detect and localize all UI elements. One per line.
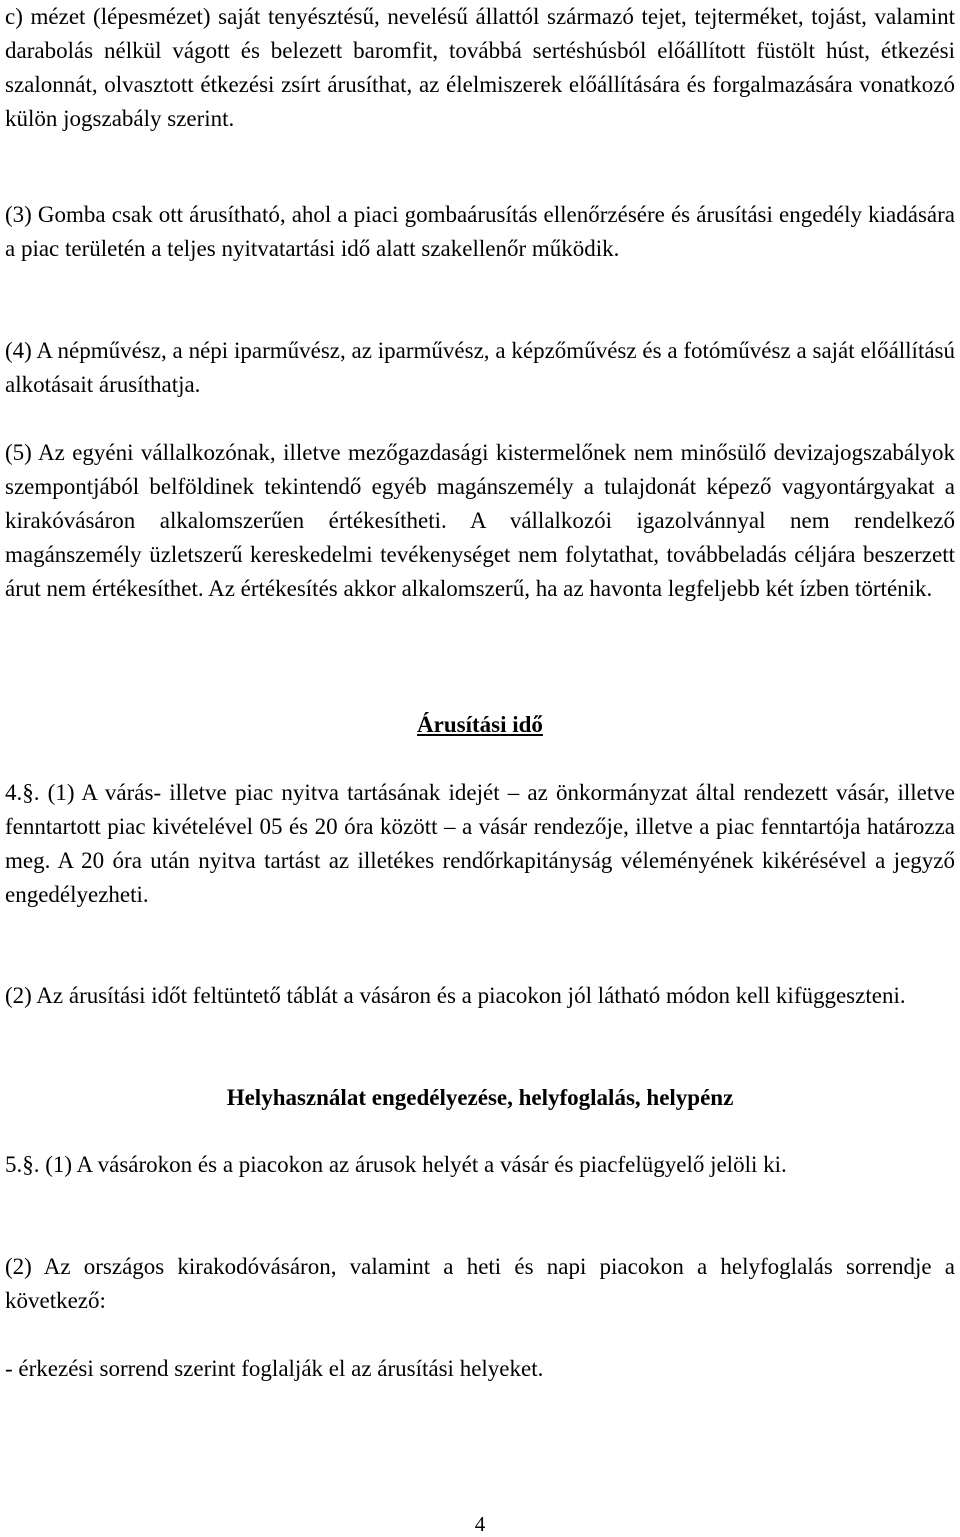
page-number: 4	[474, 1512, 486, 1536]
paragraph-5-egyeni-vallalkozo: (5) Az egyéni vállalkozónak, illetve mezőgazdasági kistermelőnek nem minősülő devizajogszabályok szempontjából belföldinek tekintendő egyéb magánszemély a tulajdonát képező vagyontárgyakat a kirakóvásáron alkalomszerűen értékesítheti. A vállalkozói igazolvánnyal nem rendelkező magánszemély üzletszerű kereskedelmi tevékenységet nem folytathat, továbbeladás céljára beszerzett árut nem értékesíthet. Az értékesítés akkor alkalomszerű, ha az havonta legfeljebb két ízben történik.	[5, 440, 955, 601]
paragraph-4-2-tabla: (2) Az árusítási időt feltüntető táblát a vásáron és a piacokon jól látható módon kell kifüggeszteni.	[5, 983, 906, 1008]
paragraph-4-nepmuvesz: (4) A népművész, a népi iparművész, az iparművész, a képzőművész és a fotóművész a saját előállítású alkotásait árusíthatja.	[5, 338, 955, 397]
paragraph-5-2-helyfoglalas: (2) Az országos kirakodóvásáron, valamint a heti és napi piacokon a helyfoglalás sorrendje a következő:	[5, 1254, 955, 1313]
paragraph-c-mez: c) mézet (lépesmézet) saját tenyésztésű, nevelésű állattól származó tejet, tejterméket, tojást, valamint darabolás nélkül vágott és belezett baromfit, továbbá sertéshúsból előállított füstölt húst, étkezési szalonnát, olvasztott étkezési zsírt árusíthat, az élelmiszerek előállítására és forgalmazására vonatkozó külön jogszabály szerint.	[5, 4, 955, 131]
paragraph-5-1-arusok-helye: 5.§. (1) A vásárokon és a piacokon az árusok helyét a vásár és piacfelügyelő jelöli ki.	[5, 1152, 787, 1177]
document-page	[5, 0, 955, 1537]
heading-arusitasi-ido: Árusítási idő	[417, 712, 543, 737]
heading-helyhasznalat: Helyhasználat engedélyezése, helyfoglalás, helypénz	[226, 1085, 734, 1110]
paragraph-4-1-nyitva-tartas: 4.§. (1) A várás- illetve piac nyitva tartásának idejét – az önkormányzat által rendezett vásár, illetve fenntartott piac kivételével 05 és 20 óra között – a vásár rendezője, illetve a piac fenntartója határozza meg. A 20 óra után nyitva tartást az illetékes rendőrkapitányság véleményének kikérésével a jegyző engedélyezheti.	[5, 780, 955, 907]
paragraph-3-gomba: (3) Gomba csak ott árusítható, ahol a piaci gombaárusítás ellenőrzésére és árusítási engedély kiadására a piac területén a teljes nyitvatartási idő alatt szakellenőr működik.	[5, 202, 955, 261]
list-item-erkezesi-sorrend: - érkezési sorrend szerint foglalják el az árusítási helyeket.	[5, 1356, 544, 1381]
